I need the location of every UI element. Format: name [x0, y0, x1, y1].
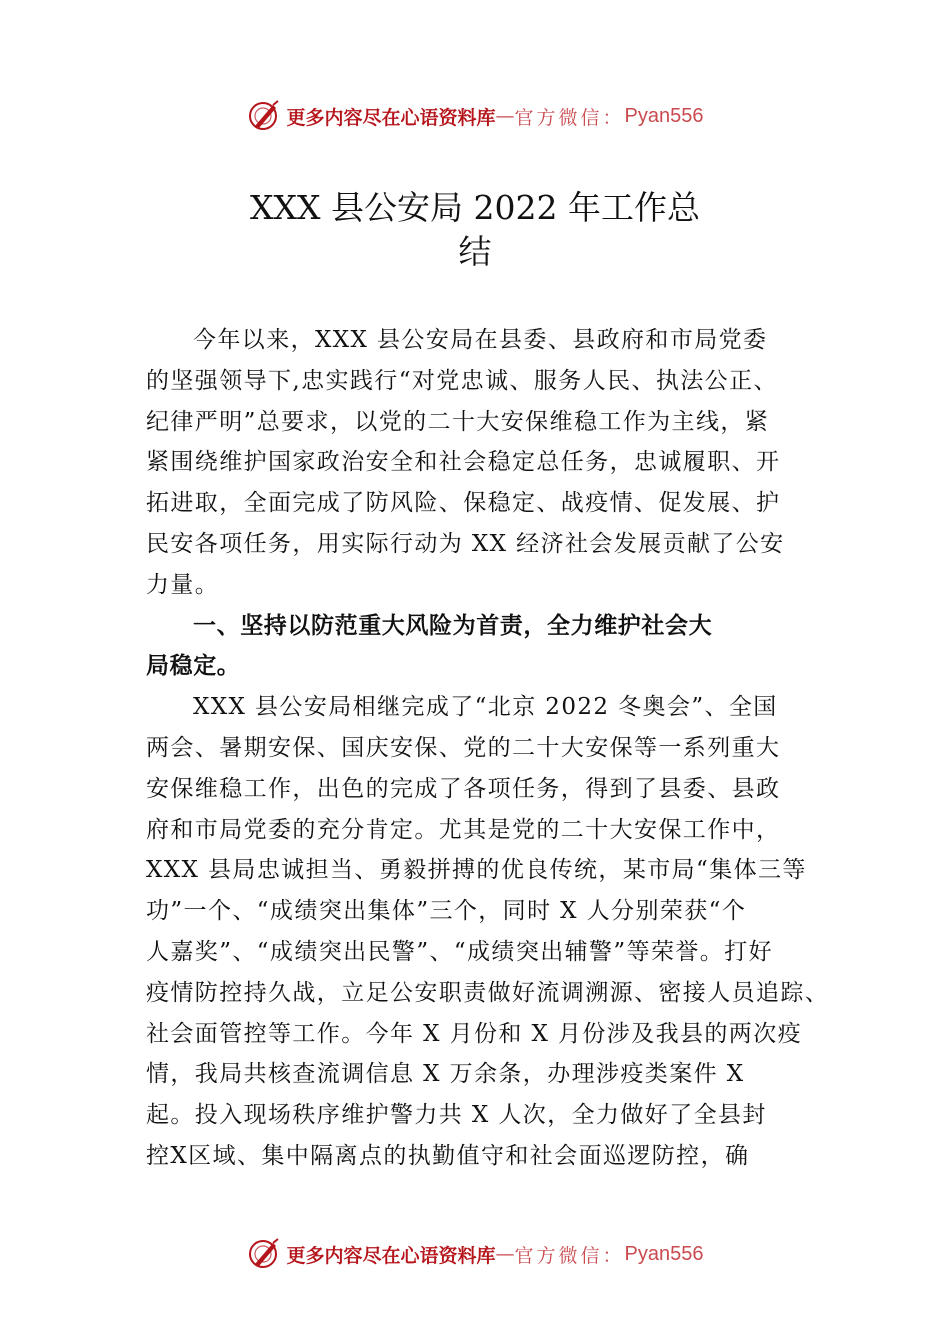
- body-line: 功”一个、“成绩突出集体”三个，同时 X 人分别荣获“个: [146, 898, 747, 925]
- title-line: 结: [458, 232, 492, 271]
- banner-label: 官方微信：: [514, 1244, 625, 1267]
- banner-label: 官方微信：: [514, 106, 625, 129]
- intro-line: 民安各项任务，用实际行动为 XX 经济社会发展贡献了公安: [146, 530, 785, 557]
- quill-logo-icon: [247, 99, 281, 133]
- quill-logo-icon: [247, 1237, 281, 1271]
- body-line: 控X区域、集中隔离点的执勤值守和社会面巡逻防控，确: [146, 1142, 750, 1169]
- title-line: XXX 县公安局 2022 年工作总: [250, 188, 700, 227]
- body-line: 疫情防控持久战，立足公安职责做好流调溯源、密接人员追踪、: [146, 979, 830, 1006]
- banner-separator: —: [495, 105, 515, 127]
- intro-line: 拓进取，全面完成了防风险、保稳定、战疫情、促发展、护: [146, 490, 781, 517]
- document-title: [140, 186, 810, 274]
- body-line: 安保维稳工作，出色的完成了各项任务，得到了县委、县政: [146, 775, 781, 802]
- body-line: 情，我局共核查流调信息 X 万余条，办理涉疫类案件 X: [146, 1061, 745, 1088]
- body-line: 两会、暑期安保、国庆安保、党的二十大安保等一系列重大: [146, 734, 781, 761]
- body-line: XXX 县公安局相继完成了“北京 2022 冬奥会”、全国: [193, 694, 778, 721]
- banner-handle: Pyan556: [624, 104, 704, 127]
- body-line: 社会面管控等工作。今年 X 月份和 X 月份涉及我县的两次疫: [146, 1020, 802, 1047]
- banner-brand: 更多内容尽在心语资料库: [286, 106, 496, 129]
- body-line: 人嘉奖”、“成绩突出民警”、“成绩突出辅警”等荣誉。打好: [146, 938, 773, 965]
- document-body: [146, 320, 830, 1177]
- intro-line: 纪律严明”总要求，以党的二十大安保维稳工作为主线，紧: [146, 408, 770, 435]
- banner-separator: —: [495, 1243, 515, 1265]
- intro-line: 今年以来，XXX 县公安局在县委、县政府和市局党委: [193, 327, 768, 353]
- header-watermark-banner: [0, 96, 950, 136]
- body-line: 府和市局党委的充分肯定。尤其是党的二十大安保工作中，: [146, 816, 781, 843]
- intro-line: 的坚强领导下,忠实践行“对党忠诚、服务人民、执法公正、: [146, 367, 778, 394]
- section-heading-line: 一、坚持以防范重大风险为首责，全力维护社会大: [193, 612, 713, 639]
- body-line: XXX 县局忠诚担当、勇毅拼搏的优良传统，某市局“集体三等: [146, 857, 807, 884]
- intro-line: 紧围绕维护国家政治安全和社会稳定总任务，忠诚履职、开: [146, 449, 781, 476]
- banner-brand: 更多内容尽在心语资料库: [286, 1244, 496, 1267]
- body-line: 起。投入现场秩序维护警力共 X 人次，全力做好了全县封: [146, 1102, 767, 1129]
- banner-handle: Pyan556: [624, 1242, 704, 1265]
- intro-line: 力量。: [146, 571, 220, 598]
- footer-watermark-banner: [0, 1234, 950, 1274]
- section-heading-line: 局稳定。: [146, 653, 241, 680]
